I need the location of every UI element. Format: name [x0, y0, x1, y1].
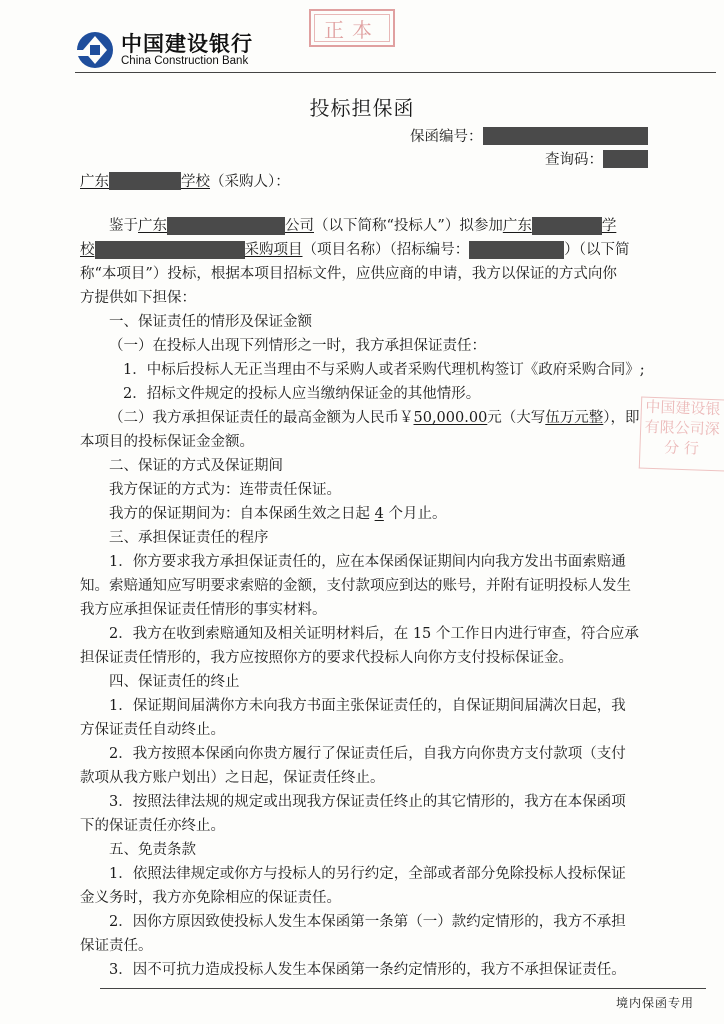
footer-label: 境内保函专用	[615, 996, 694, 1010]
redacted-school-name-2	[532, 217, 602, 235]
addressee	[80, 170, 290, 191]
bank-name-cn: 中国建设银行	[121, 31, 253, 56]
addressee-suffix: 学校	[181, 174, 210, 190]
redacted-query-code	[603, 150, 648, 168]
section-3-p1-l3: 我方应承担保证责任情形的事实材料。	[80, 602, 327, 618]
section-1-clause-2-cont: 本项目的投标保证金金额。	[80, 434, 254, 450]
section-4-p2-l2: 款项从我方账户划出）之日起，保证责任终止。	[80, 770, 385, 786]
guarantee-terms	[80, 310, 645, 982]
redacted-guarantee-number	[483, 127, 648, 145]
header-divider	[75, 72, 716, 73]
section-3-heading: 三、承担保证责任的程序	[109, 530, 269, 546]
footer-divider	[100, 988, 706, 989]
document-title: 投标担保函	[309, 96, 415, 120]
ccb-logo-icon	[75, 30, 115, 70]
bank-logo	[75, 30, 253, 70]
addressee-prefix: 广东	[80, 174, 109, 190]
section-4-p3-l2: 下的保证责任亦终止。	[80, 818, 225, 834]
intro-paragraph	[80, 214, 640, 310]
section-5-p2-l2: 保证责任。	[80, 938, 153, 954]
intro-line-1: 鉴于广东 公司（以下简称“投标人”）拟参加广东 学	[109, 218, 617, 234]
section-1-item-1: 1．中标后投标人无正当理由不与采购人或者采购代理机构签订《政府采购合同》;	[123, 362, 645, 378]
intro-line-4: 方提供如下担保：	[80, 290, 196, 306]
guarantee-amount-cn: 伍万元整	[545, 410, 604, 426]
section-4-heading: 四、保证责任的终止	[109, 674, 240, 690]
section-2-period: 我方的保证期间为：自本保函生效之日起 4 个月止。	[109, 506, 447, 522]
guarantee-number-label: 保函编号：	[410, 129, 483, 145]
addressee-role: （采购人）：	[210, 174, 290, 190]
section-4-p2-l1: 2．我方按照本保函向你贵方履行了保证责任后，自我方向你贵方支付款项（支付	[109, 746, 626, 762]
redacted-company-name	[167, 217, 285, 235]
redacted-project-name	[95, 241, 245, 259]
guarantee-months: 4	[374, 506, 384, 522]
intro-line-2: 校 采购项目（项目名称）（招标编号： ）（以下简	[80, 242, 630, 258]
redacted-school-name	[109, 172, 181, 190]
section-1-heading: 一、保证责任的情形及保证金额	[109, 314, 312, 330]
query-code-label: 查询码：	[545, 152, 603, 168]
guarantee-amount: 50,000.00	[413, 410, 488, 426]
section-1-clause-2: （二）我方承担保证责任的最高金额为人民币￥50,000.00元（大写伍万元整），即	[109, 410, 640, 426]
section-4-p1-l1: 1．保证期间届满你方未向我方书面主张保证责任的，自保证期间届满次日起，我	[109, 698, 626, 714]
section-3-p1-l2: 知。索赔通知应写明要求索赔的金额，支付款项应到达的账号，并附有证明投标人发生	[80, 578, 631, 594]
redacted-tender-number	[469, 241, 564, 259]
section-5-p2-l1: 2．因你方原因致使投标人发生本保函第一条第（一）款约定情形的，我方不承担	[109, 914, 626, 930]
bank-seal-stamp: 中国建设银 有限公司深 分 行	[639, 397, 724, 472]
section-2-heading: 二、保证的方式及保证期间	[109, 458, 283, 474]
intro-line-3: 称“本项目”）投标，根据本项目招标文件，应供应商的申请，我方以保证的方式向你	[80, 266, 617, 282]
section-2-method: 我方保证的方式为：连带责任保证。	[109, 482, 341, 498]
query-code-row	[545, 148, 648, 169]
section-1-item-2: 2．招标文件规定的投标人应当缴纳保证金的其他情形。	[123, 386, 481, 402]
section-1-clause-1: （一）在投标人出现下列情形之一时，我方承担保证责任：	[109, 338, 486, 354]
guarantee-number-row	[410, 125, 648, 146]
section-5-p1-l2: 金义务时，我方亦免除相应的保证责任。	[80, 890, 341, 906]
section-3-p1-l1: 1．你方要求我方承担保证责任的，应在本保函保证期间内向我方发出书面索赔通	[109, 554, 626, 570]
section-5-heading: 五、免责条款	[109, 842, 196, 858]
bank-name-en: China Construction Bank	[121, 54, 249, 67]
section-5-p3: 3．因不可抗力造成投标人发生本保函第一条约定情形的，我方不承担保证责任。	[109, 962, 626, 978]
section-4-p1-l2: 方保证责任自动终止。	[80, 722, 225, 738]
original-copy-stamp: 正本	[309, 9, 395, 47]
section-3-p2-l1: 2．我方在收到索赔通知及相关证明材料后，在 15 个工作日内进行审查，符合应承	[109, 626, 639, 642]
section-3-p2-l2: 担保证责任情形的，我方应按照你方的要求代投标人向你方支付投标保证金。	[80, 650, 573, 666]
section-5-p1-l1: 1．依照法律规定或你方与投标人的另行约定，全部或者部分免除投标人投标保证	[109, 866, 626, 882]
section-4-p3-l1: 3．按照法律法规的规定或出现我方保证责任终止的其它情形的，我方在本保函项	[109, 794, 626, 810]
